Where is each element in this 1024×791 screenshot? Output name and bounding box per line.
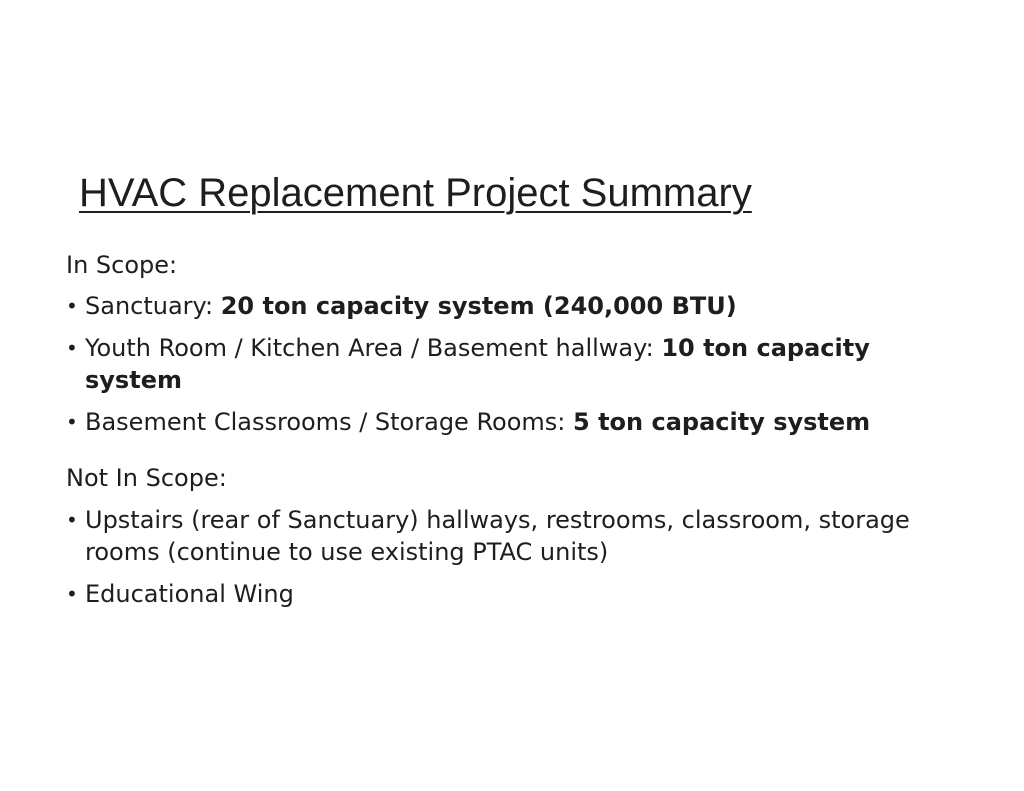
item-capacity: 10 ton capacity system xyxy=(85,334,870,394)
list-item xyxy=(66,290,966,322)
item-label: Sanctuary: xyxy=(85,292,221,320)
item-label: Basement Classrooms / Storage Rooms: xyxy=(85,408,574,436)
bullet-icon: • xyxy=(66,582,78,606)
in-scope-list xyxy=(66,290,966,448)
list-item xyxy=(66,406,966,438)
not-in-scope-heading: Not In Scope: xyxy=(66,464,227,492)
item-capacity: 20 ton capacity system (240,000 BTU) xyxy=(220,292,737,320)
list-item xyxy=(66,504,955,568)
item-text: Educational Wing xyxy=(85,580,294,608)
list-item xyxy=(66,578,966,610)
bullet-icon: • xyxy=(66,508,78,532)
in-scope-heading: In Scope: xyxy=(66,251,178,279)
item-text: Upstairs (rear of Sanctuary) hallways, restrooms, classroom, storage rooms (continue to use existing PTAC units) xyxy=(85,506,910,566)
slide-title: HVAC Replacement Project Summary xyxy=(79,171,752,215)
bullet-icon: • xyxy=(66,294,78,318)
bullet-icon: • xyxy=(66,410,78,434)
list-item xyxy=(66,332,966,396)
bullet-icon: • xyxy=(66,336,78,360)
item-capacity: 5 ton capacity system xyxy=(573,408,871,436)
item-label: Youth Room / Kitchen Area / Basement hallway: xyxy=(85,334,662,362)
not-in-scope-list xyxy=(66,504,966,620)
